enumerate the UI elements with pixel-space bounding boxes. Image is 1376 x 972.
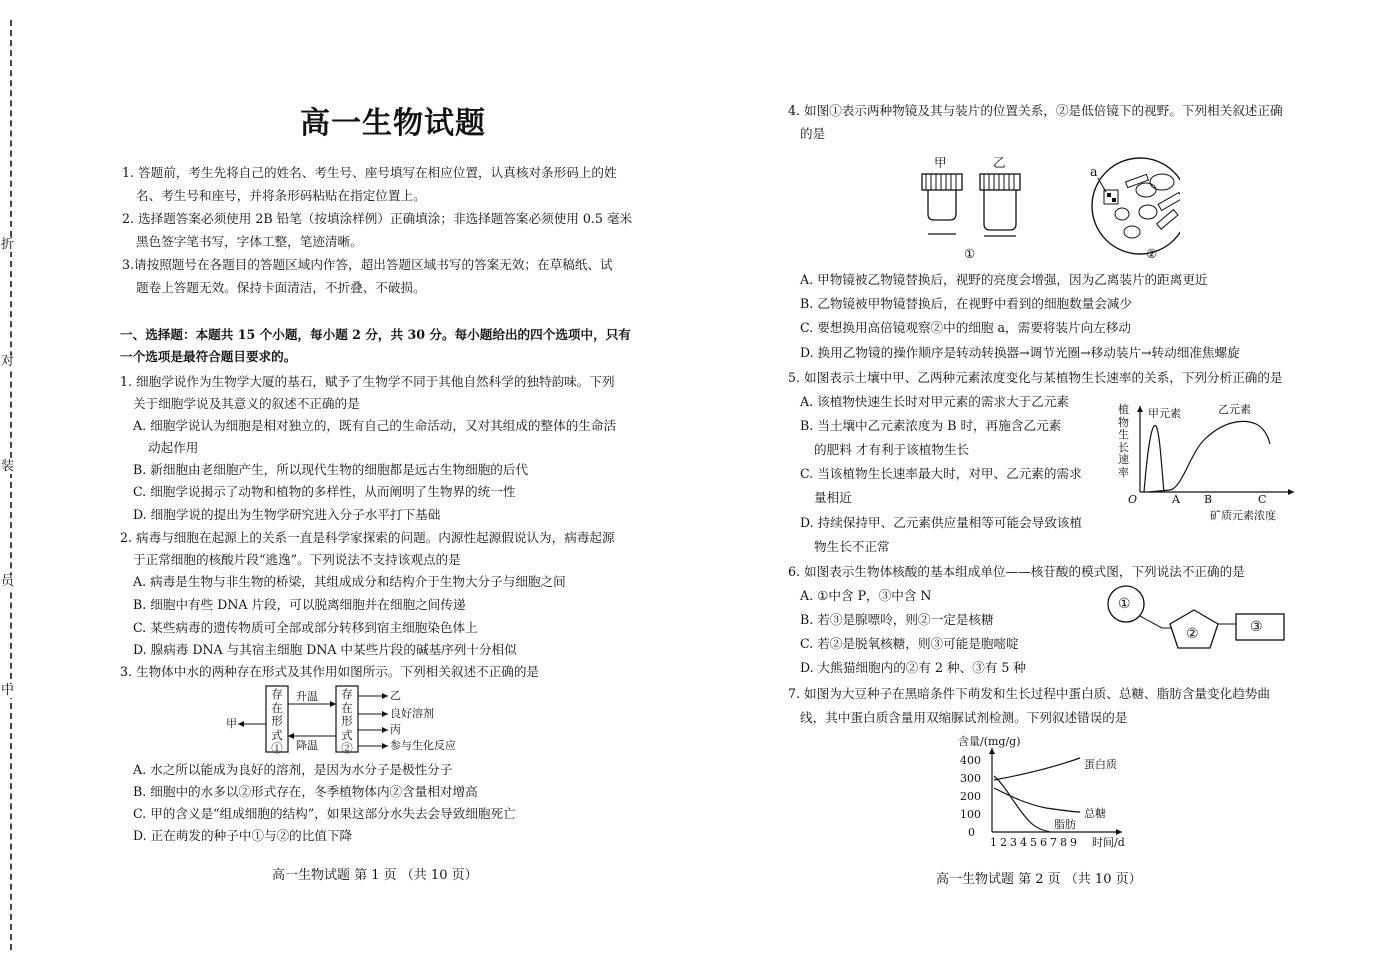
option: D. 正在萌发的种子中①与②的比值下降 <box>133 828 353 843</box>
question-stem: 2. 病毒与细胞在起源上的关系一直是科学家探索的问题。内源性起源假说认为，病毒起源 <box>120 530 615 545</box>
series-protein <box>994 758 1080 780</box>
option: A. 水之所以能成为良好的溶剂，是因为水分子是极性分子 <box>133 762 453 777</box>
instruction-line: 黑色签字笔书写，字体工整，笔迹清晰。 <box>136 234 363 249</box>
tick-label: C <box>1258 493 1267 506</box>
option: 动起作用 <box>148 440 199 455</box>
arrowhead <box>288 733 294 739</box>
right-label: 乙 <box>390 689 401 702</box>
instruction-line: 1. 答题前，考生先将自己的姓名、考生号、座号填写在相应位置，认真核对条形码上的姓 <box>122 165 617 180</box>
option: C. 某些病毒的遗传物质可全部或部分转移到宿主细胞染色体上 <box>133 620 478 635</box>
x-tick: 4 <box>1020 836 1027 849</box>
series-yi-curve <box>1148 421 1270 492</box>
series-fat <box>994 776 1050 832</box>
label-phosphate: ① <box>1118 596 1131 612</box>
question-stem: 于正常细胞的核酸片段“逃逸”。下列说法不支持该观点的是 <box>133 552 461 567</box>
y-tick: 200 <box>960 790 981 803</box>
series-label-sugar: 总糖 <box>1084 807 1106 820</box>
instruction-line: 题卷上答题无效。保持卡面清洁，不折叠、不破损。 <box>136 280 426 295</box>
series-label-protein: 蛋白质 <box>1084 758 1117 771</box>
chart-ylabel: 植物生长速率 <box>1118 403 1129 479</box>
question-stem: 7. 如图为大豆种子在黑暗条件下萌发和生长过程中蛋白质、总糖、脂肪含量变化趋势曲 <box>788 686 1270 701</box>
binding-char: 中 <box>1 683 15 698</box>
tick-label: B <box>1204 493 1213 506</box>
option: D. 持续保持甲、乙元素供应量相等可能会导致该植 <box>800 515 1083 530</box>
option: B. 乙物镜被甲物镜替换后，在视野中看到的细胞数量会减少 <box>800 296 1133 311</box>
right-label: 良好溶剂 <box>390 707 434 720</box>
tick-label: A <box>1172 493 1180 506</box>
page-title: 高一生物试题 <box>300 106 486 141</box>
series-yi-label: 乙元素 <box>1218 403 1251 416</box>
instruction-line: 名、考生号和座号，并将条形码粘贴在指定位置上。 <box>136 188 426 203</box>
x-tick: 1 <box>990 836 997 849</box>
label-yi: 乙 <box>993 155 1006 170</box>
option: A. 细胞学说认为细胞是相对独立的，既有自己的生命活动，又对其组成的整体的生命活 <box>133 418 617 433</box>
x-tick: 6 <box>1040 836 1047 849</box>
section-heading: 一个选项是最符合题目要求的。 <box>120 349 297 364</box>
option: B. 新细胞由老细胞产生，所以现代生物的细胞都是远古生物细胞的后代 <box>133 462 529 477</box>
y-tick: 100 <box>960 808 981 821</box>
option: A. ①中含 P，③中含 N <box>800 588 932 603</box>
page-footer: 高一生物试题 第 2 页 （共 10 页） <box>936 872 1142 887</box>
objective-jia <box>922 174 962 234</box>
option: B. 当土壤中乙元素浓度为 B 时，再施含乙元素 <box>800 418 1062 433</box>
option: A. 病毒是生物与非生物的桥梁，其组成成分和结构介于生物大分子与细胞之间 <box>133 574 566 589</box>
label-fig2: ② <box>1146 246 1158 261</box>
question-stem: 1. 细胞学说作为生物学大厦的基石，赋予了生物学不同于其他自然科学的独特韵味。下列 <box>120 374 615 389</box>
series-jia-curve <box>1144 426 1164 492</box>
option: D. 腺病毒 DNA 与其宿主细胞 DNA 中某些片段的碱基序列十分相似 <box>133 642 517 657</box>
x-tick: 8 <box>1060 836 1067 849</box>
arrowhead <box>330 701 336 707</box>
question-stem: 6. 如图表示生物体核酸的基本组成单位——核苷酸的模式图，下列说法不正确的是 <box>788 564 1245 579</box>
option: C. 当该植物生长速率最大时，对甲、乙元素的需求 <box>800 466 1082 481</box>
option: D. 细胞学说的提出为生物学研究进入分子水平打下基础 <box>133 507 441 522</box>
y-tick: 300 <box>960 772 981 785</box>
option: D. 换用乙物镜的操作顺序是转动转换器→调节光圈→移动装片→转动细准焦螺旋 <box>800 345 1240 360</box>
option: C. 甲的含义是“组成细胞的结构”，如果这部分水失去会导致细胞死亡 <box>133 806 516 821</box>
up-label: 升温 <box>296 690 318 703</box>
label-fig1: ① <box>964 246 976 261</box>
objective-yi <box>980 174 1020 236</box>
option: B. 细胞中有些 DNA 片段，可以脱离细胞并在细胞之间传递 <box>133 597 466 612</box>
label-jia: 甲 <box>934 155 947 170</box>
right-label: 参与生化反应 <box>390 739 456 752</box>
label-cell-a: a <box>1090 164 1098 179</box>
x-tick: 2 <box>1000 836 1007 849</box>
option: B. 若③是腺嘌呤，则②一定是核糖 <box>800 612 994 627</box>
x-tick: 7 <box>1050 836 1057 849</box>
series-jia-label: 甲元素 <box>1148 407 1181 420</box>
x-tick: 9 <box>1070 836 1077 849</box>
instruction-line: 3.请按照题号在各题目的答题区域内作答，超出答题区域书写的答案无效；在草稿纸、试 <box>122 257 613 272</box>
option: C. 若②是脱氧核糖，则③可能是胞嘧啶 <box>800 636 1019 651</box>
form1-label: 存在形式① <box>271 687 283 755</box>
binding-char: 对 <box>1 354 15 369</box>
left-label: 甲 <box>226 717 237 730</box>
label-sugar: ② <box>1186 626 1199 642</box>
binding-char: 员 <box>1 574 15 589</box>
y-tick: 0 <box>968 826 975 839</box>
field-of-view <box>1092 158 1180 254</box>
option: A. 该植物快速生长时对甲元素的需求大于乙元素 <box>800 394 1069 409</box>
question-stem: 4. 如图①表示两种物镜及其与装片的位置关系，②是低倍镜下的视野。下列相关叙述正确 <box>788 103 1283 118</box>
instruction-line: 2. 选择题答案必须使用 2B 铅笔（按填涂样例）正确填涂；非选择题答案必须使用 0.5 毫米 <box>122 211 633 226</box>
chart-xlabel: 矿质元素浓度 <box>1210 509 1276 522</box>
microscope-figure <box>910 150 1180 268</box>
x-tick: 3 <box>1010 836 1017 849</box>
question-stem: 3. 生物体中水的两种存在形式及其作用如图所示。下列相关叙述不正确的是 <box>120 664 540 679</box>
x-tick: 5 <box>1030 836 1037 849</box>
option: C. 要想换用高倍镜观察②中的细胞 a，需要将装片向左移动 <box>800 320 1131 335</box>
option: 量相近 <box>814 490 852 505</box>
y-tick: 400 <box>960 754 981 767</box>
page-footer: 高一生物试题 第 1 页 （共 10 页） <box>272 868 478 883</box>
chart-ylabel: 含量/(mg/g) <box>958 735 1021 748</box>
binding-char: 装 <box>1 459 15 474</box>
option: A. 甲物镜被乙物镜替换后，视野的亮度会增强，因为乙离装片的距离更近 <box>800 272 1208 287</box>
option: C. 细胞学说揭示了动物和植物的多样性，从而阐明了生物界的统一性 <box>133 484 516 499</box>
section-heading: 一、选择题：本题共 15 个小题，每小题 2 分，共 30 分。每小题给出的四个选项中，只有 <box>120 327 631 342</box>
arrowhead <box>238 721 244 727</box>
question-stem: 关于细胞学说及其意义的叙述不正确的是 <box>133 396 360 411</box>
option: D. 大熊猫细胞内的②有 2 种、③有 5 种 <box>800 660 1027 675</box>
series-label-fat: 脂肪 <box>1054 818 1076 831</box>
question-stem: 的是 <box>800 126 826 141</box>
question-stem: 5. 如图表示土壤中甲、乙两种元素浓度变化与某植物生长速率的关系，下列分析正确的是 <box>788 370 1283 385</box>
form2-label: 存在形式② <box>341 687 353 755</box>
tick-label: O <box>1128 493 1138 506</box>
down-label: 降温 <box>296 739 318 752</box>
option: 的肥料 才有利于该植物生长 <box>814 442 970 457</box>
chart-xlabel: 时间/d <box>1092 836 1125 849</box>
binding-line <box>10 20 12 950</box>
option: 物生长不正常 <box>814 539 890 554</box>
binding-char: 折 <box>1 237 15 252</box>
label-base: ③ <box>1250 619 1263 635</box>
question-stem: 线，其中蛋白质含量用双缩脲试剂检测。下列叙述错误的是 <box>800 710 1128 725</box>
right-label: 丙 <box>390 723 401 736</box>
option: B. 细胞中的水多以②形式存在，冬季植物体内②含量相对增高 <box>133 784 478 799</box>
